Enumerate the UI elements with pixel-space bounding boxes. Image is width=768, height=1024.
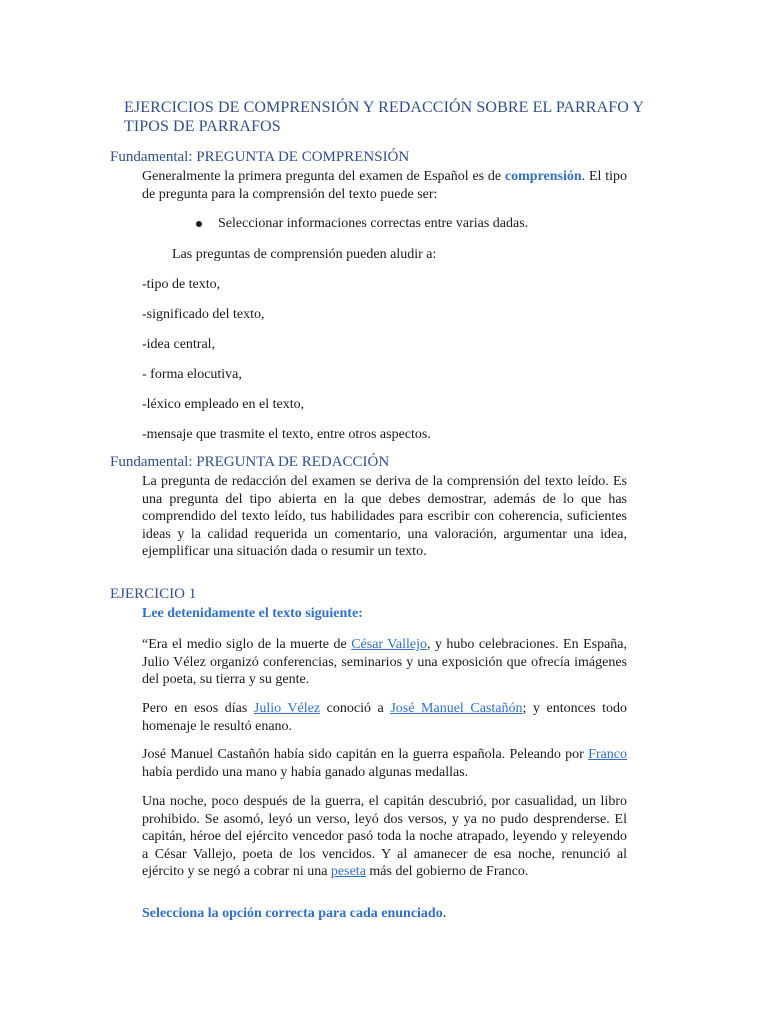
paragraph-text: Una noche, poco después de la guerra, el capitán descubrió, por casualidad, un libro prohibido. Se asomó, leyó un verso, leyó dos versos, y ya no pudo desprenderse. El capitán, héroe del ejército vencedor pasó toda la noche atrapado, leyendo y releyendo a César Vallejo, poeta de los vencidos. Y al amanecer de esa noche, renunció al ejército y se negó a cobrar ni una	[142, 794, 627, 879]
section-heading-redaccion: Fundamental: PREGUNTA DE REDACCIÓN	[110, 454, 390, 470]
link-jose-manuel-castanon[interactable]: José Manuel Castañón	[390, 701, 523, 716]
link-cesar-vallejo[interactable]: César Vallejo	[351, 637, 427, 652]
paragraph-text: “Era el medio siglo de la muerte de	[142, 637, 352, 652]
select-instruction-period: .	[442, 906, 447, 921]
paragraph-redaccion: La pregunta de redacción del examen se deriva de la comprensión del texto leído. Es una pregunta del tipo abierta en la que debes demostrar, además de lo que has comprendido del texto leído, tus habilidades para escribir con coherencia, suficientes ideas y la calidad requerida un comentario, una valoración, argumentar una idea, ejemplificar una situación dada o resumir un texto.	[142, 474, 627, 559]
paragraph-text: José Manuel Castañón había sido capitán en la guerra española. Peleando por	[142, 747, 589, 762]
bullet-item: Seleccionar informaciones correctas entre varias dadas.	[218, 216, 529, 231]
passage-paragraph-2	[142, 700, 627, 735]
paragraph-comprension-intro	[142, 168, 627, 203]
paragraph-text: ; y entonces todo homenaje le resultó enano.	[142, 701, 628, 734]
paragraph-text: , y hubo celebraciones. En España, Julio Vélez organizó conferencias, seminarios y una exposición que ofrecía imágenes del poeta, su tierra y su gente.	[142, 637, 628, 687]
paragraph-text: conoció a	[320, 701, 391, 716]
passage-paragraph-1	[142, 636, 627, 689]
list-item: -significado del texto,	[142, 307, 265, 322]
bullet-point-icon	[196, 221, 202, 227]
exercise-heading: EJERCICIO 1	[110, 586, 197, 602]
document-title: EJERCICIOS DE COMPRENSIÓN Y REDACCIÓN SOBRE EL PARRAFO Y TIPOS DE PARRAFOS	[124, 99, 644, 135]
list-item: -mensaje que trasmite el texto, entre otros aspectos.	[142, 427, 431, 442]
passage-paragraph-3	[142, 746, 627, 781]
list-item: -léxico empleado en el texto,	[142, 397, 305, 412]
link-julio-velez[interactable]: Julio Vélez	[253, 701, 321, 716]
paragraph-text: Pero en esos días	[142, 701, 254, 716]
exercise-instruction: Lee detenidamente el texto siguiente:	[142, 606, 363, 621]
passage-paragraph-4	[142, 793, 627, 881]
paragraph-text: había perdido una mano y había ganado algunas medallas.	[142, 764, 469, 780]
link-peseta[interactable]: peseta	[330, 864, 366, 879]
paragraph-text: Generalmente la primera pregunta del examen de Español es de	[142, 169, 505, 184]
paragraph-text: más del gobierno de Franco.	[365, 864, 529, 879]
section-heading-comprension: Fundamental: PREGUNTA DE COMPRENSIÓN	[110, 149, 410, 165]
list-intro: Las preguntas de comprensión pueden aludir a:	[172, 247, 437, 262]
list-item: - forma elocutiva,	[142, 367, 242, 382]
paragraph-text: . El tipo de pregunta para la comprensión del texto puede ser:	[142, 169, 627, 202]
link-franco[interactable]: Franco	[588, 747, 627, 762]
emphasis-comprension: comprensión	[504, 169, 582, 184]
list-item: -idea central,	[142, 337, 216, 352]
select-instruction	[142, 906, 446, 922]
select-instruction-text: Selecciona la opción correcta para cada enunciado	[142, 906, 443, 921]
list-item: -tipo de texto,	[142, 277, 221, 292]
